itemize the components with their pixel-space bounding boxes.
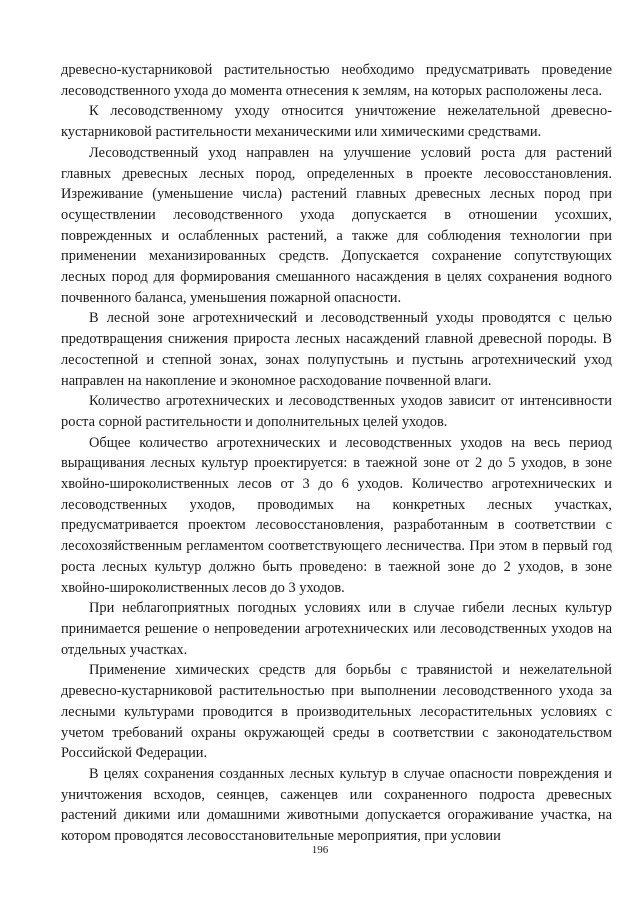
paragraph: Лесоводственный уход направлен на улучшение условий роста для растений главных древесных лесных пород, определенных в проекте лесовосстановления. Изреживание (уменьшение числа) растений главных древесных лесных пород при осуществлении лесоводственного ухода допускается в отношении усохших, поврежденных и ослабленных растений, а также для соблюдения технологии при применении механизированных средств. Допускается сохранение сопутствующих лесных пород для формирования смешанного насаждения в целях сохранения водного почвенного баланса, уменьшения пожарной опасности. <box>61 144 612 306</box>
paragraph: В целях сохранения созданных лесных культур в случае опасности повреждения и уничтожения всходов, сеянцев, саженцев или сохраненного подроста древесных растений дикими или домашними животными допускается огораживание участка, на котором проводятся лесовосстановительные мероприятия, при условии <box>61 765 612 845</box>
paragraph: Общее количество агротехнических и лесоводственных уходов на весь период выращивания лесных культур проектируется: в таежной зоне от 2 до 5 уходов, в зоне хвойно-широколиственных лесов от 3 до 6 уходов. Количество агротехнических и лесоводственных уходов, проводимых на конкретных лесных участках, предусматривается проектом лесовосстановления, разработанным в соответствии с лесохозяйственным регламентом соответствующего лесничества. При этом в первый год роста лесных культур должно быть проведено: в таежной зоне до 2 уходов, в зоне хвойно-широколиственных лесов до 3 уходов. <box>61 434 612 596</box>
page-number: 196 <box>311 844 329 856</box>
paragraph: К лесоводственному уходу относится уничтожение нежелательной древесно-кустарниковой растительности механическими или химическими средствами. <box>61 103 612 141</box>
paragraph: Количество агротехнических и лесоводственных уходов зависит от интенсивности роста сорной растительности и дополнительных целей уходов. <box>61 393 612 430</box>
paragraph-continuation: древесно-кустарниковой растительностью необходимо предусматривать проведение лесоводственного ухода до момента отнесения к землям, на которых расположены леса. <box>61 62 612 99</box>
paragraph: Применение химических средств для борьбы с травянистой и нежелательной древесно-кустарниковой растительностью при выполнении лесоводственного ухода за лесными культурами проводится в производительных лесорастительных условиях с учетом требований охраны окружающей среды в соответствии с законодательством Российской Федерации. <box>61 662 612 762</box>
document-body <box>61 60 612 847</box>
paragraph: В лесной зоне агротехнический и лесоводственный уходы проводятся с целью предотвращения снижения прироста лесных насаждений главной древесной породы. В лесостепной и степной зонах, зонах полупустынь и пустынь агротехнический уход направлен на накопление и экономное расходование почвенной влаги. <box>61 310 612 389</box>
paragraph: При неблагоприятных погодных условиях или в случае гибели лесных культур принимается решение о непроведении агротехнических или лесоводственных уходов на отдельных участках. <box>61 600 612 658</box>
